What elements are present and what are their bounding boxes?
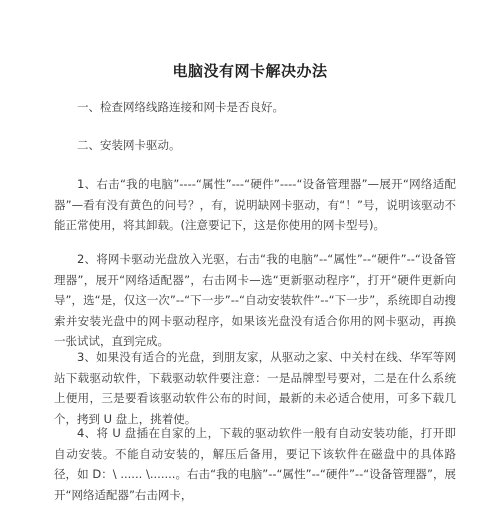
paragraph-install-driver: 二、安装网卡驱动。	[77, 138, 181, 152]
paragraph-check-network: 一、检查网络线路连接和网卡是否良好。	[77, 100, 284, 114]
paragraph-step-2: 2、将网卡驱动光盘放入光驱，右击“我的电脑”--“属性”--“硬件”--“设备管理器”，展开“网络适配器”，右击网卡—选“更新驱动程序”，打开“硬件更新向导”，选“是，仅这一次”--“下一步”--“自动安装软件”--“下一步”，系统即自动搜索并安装光盘中的网卡驱动程序，如果该光盘没有适合你用的网卡驱动，再换一张试试，直到完成。	[54, 252, 456, 348]
paragraph-step-3: 3、如果没有适合的光盘，到朋友家，从驱动之家、中关村在线、华军等网站下载驱动软件，下载驱动软件要注意：一是品牌型号要对，二是在什么系统上便用，三是要看该驱动软件公布的时间，最新的未必适合使用，可多下载几个，拷到 U 盘上，挑着使。	[54, 350, 456, 426]
document-title: 电脑没有网卡解决办法	[172, 62, 328, 80]
paragraph-step-4: 4、将 U 盘插在自家的上，下载的驱动软件一般有自动安装功能，打开即自动安装。不能自动安装的，解压后备用，要记下该软件在磁盘中的具体路径，如 D：\ ...... \.......。右击“我的电脑”--“属性”--“硬件”--“设备管理器”，展开“网络适配器”右击网卡，	[54, 426, 456, 502]
paragraph-step-1: 1、右击“我的电脑”----“属性”---“硬件”----“设备管理器”—展开“网络适配器”—看有没有黄色的问号？，有，说明缺网卡驱动，有“！”号，说明该驱动不能正常使用，将其卸载。(注意要记下，这是你使用的网卡型号)。	[54, 177, 456, 232]
